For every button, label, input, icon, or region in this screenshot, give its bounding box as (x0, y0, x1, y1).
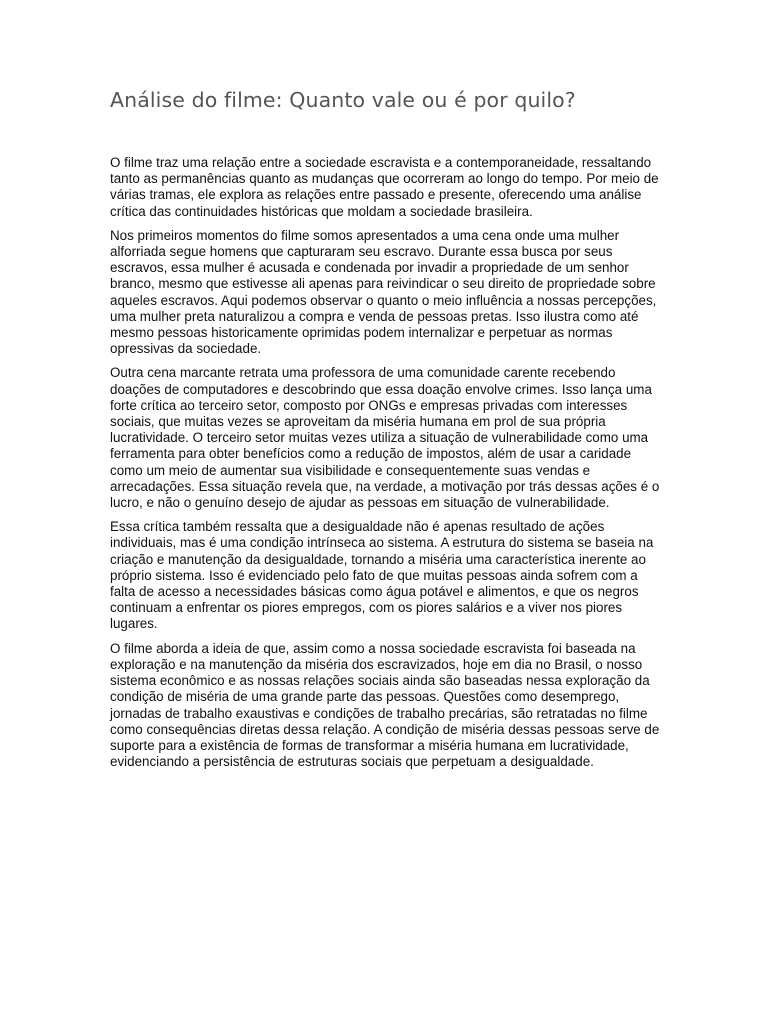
paragraph-3: Outra cena marcante retrata uma professora de uma comunidade carente recebendo doações de computadores e descobrindo que essa doação envolve crimes. Isso lança uma forte crítica ao terceiro setor, composto por ONGs e empresas privadas com interesses sociais, que muitas vezes se aproveitam da miséria humana em prol de sua própria lucratividade. O terceiro setor muitas vezes utiliza a situação de vulnerabilidade como uma ferramenta para obter benefícios como a redução de impostos, além de usar a caridade como um meio de aumentar sua visibilidade e consequentemente suas vendas e arrecadações. Essa situação revela que, na verdade, a motivação por trás dessas ações é o lucro, e não o genuíno desejo de ajudar as pessoas em situação de vulnerabilidade. (110, 365, 660, 511)
paragraph-1: O filme traz uma relação entre a sociedade escravista e a contemporaneidade, ressaltando tanto as permanências quanto as mudanças que ocorreram ao longo do tempo. Por meio de várias tramas, ele explora as relações entre passado e presente, oferecendo uma análise crítica das continuidades históricas que moldam a sociedade brasileira. (110, 155, 659, 219)
paragraph-5: O filme aborda a ideia de que, assim como a nossa sociedade escravista foi baseada na exploração e na manutenção da miséria dos escravizados, hoje em dia no Brasil, o nosso sistema econômico e as nossas relações sociais ainda são baseadas nessa exploração da condição de miséria de uma grande parte das pessoas. Questões como desemprego, jornadas de trabalho exaustivas e condições de trabalho precárias, são retratadas no filme como consequências diretas dessa relação. A condição de miséria dessas pessoas serve de suporte para a existência de formas de transformar a miséria humana em lucratividade, evidenciando a persistência de estruturas sociais que perpetuam a desigualdade. (110, 640, 660, 770)
document-title: Análise do filme: Quanto vale ou é por quilo? (110, 88, 576, 112)
document-body (110, 155, 660, 778)
paragraph-2: Nos primeiros momentos do filme somos apresentados a uma cena onde uma mulher alforriada segue homens que capturaram seu escravo. Durante essa busca por seus escravos, essa mulher é acusada e condenada por invadir a propriedade de um senhor branco, mesmo que estivesse ali apenas para reivindicar o seu direito de propriedade sobre aqueles escravos. Aqui podemos observar o quanto o meio influência a nossas percepções, uma mulher preta naturalizou a compra e venda de pessoas pretas. Isso ilustra como até mesmo pessoas historicamente oprimidas podem internalizar e perpetuar as normas opressivas da sociedade. (110, 227, 657, 357)
paragraph-4: Essa crítica também ressalta que a desigualdade não é apenas resultado de ações individuais, mas é uma condição intrínseca ao sistema. A estrutura do sistema se baseia na criação e manutenção da desigualdade, tornando a miséria uma característica inerente ao próprio sistema. Isso é evidenciado pelo fato de que muitas pessoas ainda sofrem com a falta de acesso a necessidades básicas como água potável e alimentos, e que os negros continuam a enfrentar os piores empregos, com os piores salários e a viver nos piores lugares. (110, 519, 654, 632)
